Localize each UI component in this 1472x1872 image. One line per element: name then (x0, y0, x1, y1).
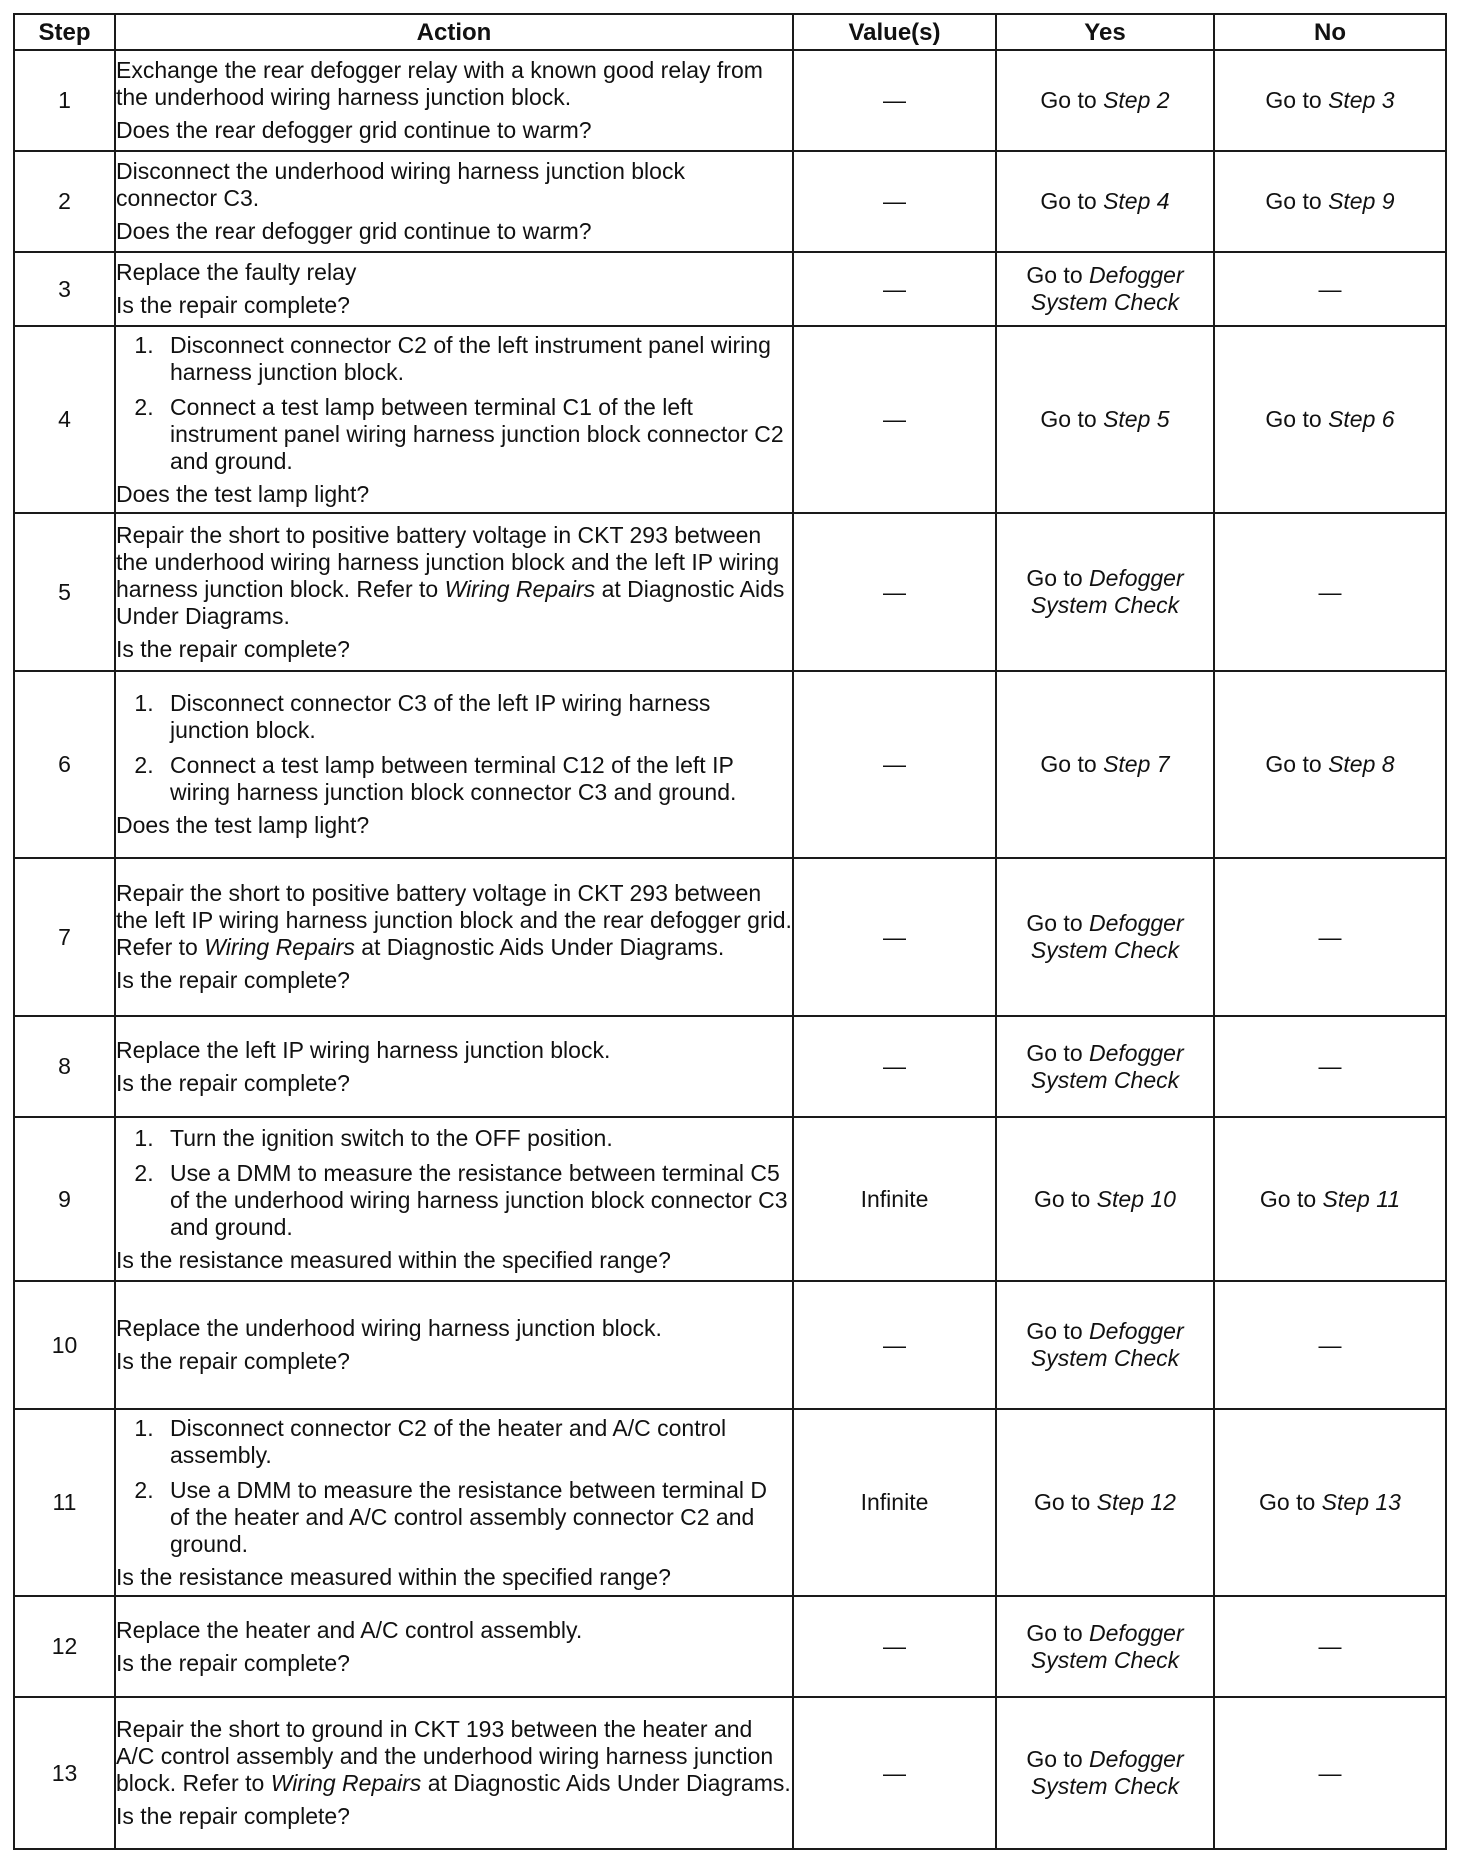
action-cell (115, 1409, 793, 1596)
action-question: Is the resistance measured within the specified range? (116, 1563, 671, 1590)
action-steps-list (116, 690, 792, 806)
action-question: Is the repair complete? (116, 967, 350, 993)
action-instructions (116, 522, 792, 630)
step-number: 3 (14, 252, 115, 326)
action-text (116, 1617, 792, 1644)
action-question: Is the repair complete? (116, 1649, 350, 1676)
table-row (14, 50, 1446, 151)
action-question: Is the repair complete? (116, 1803, 350, 1829)
yes-text-run: Step 5 (1103, 406, 1170, 432)
no-text-run: Go to (1265, 406, 1329, 432)
no-text-run: Step 8 (1328, 751, 1395, 777)
no-text-run: Step 13 (1321, 1489, 1401, 1515)
yes-text-run: Defogger System Check (1030, 910, 1184, 963)
action-question: Is the repair complete? (116, 292, 350, 318)
table-row (14, 326, 1446, 513)
yes-text-run: Go to (1026, 910, 1090, 936)
yes-cell (996, 671, 1214, 858)
action-cell (115, 1016, 793, 1117)
value-cell: — (793, 151, 996, 252)
table-row (14, 1596, 1446, 1697)
step-number: 13 (14, 1697, 115, 1849)
action-instructions (116, 880, 792, 961)
step-number: 2 (14, 151, 115, 252)
table-body (14, 50, 1446, 1849)
action-text-run: Replace the underhood wiring harness junction block. (116, 1315, 662, 1341)
action-cell (115, 1697, 793, 1849)
table-row (14, 513, 1446, 671)
action-question: Is the resistance measured within the specified range? (116, 1246, 671, 1273)
yes-cell (996, 326, 1214, 513)
action-substep: 2. Use a DMM to measure the resistance between terminal D of the heater and A/C control assembly connector C2 and ground. (160, 1477, 792, 1558)
header-values: Value(s) (793, 14, 996, 50)
no-cell (1214, 1697, 1446, 1849)
no-cell (1214, 50, 1446, 151)
no-cell (1214, 252, 1446, 326)
diagnostic-table (13, 13, 1447, 1850)
action-cell (115, 513, 793, 671)
action-instructions (116, 1617, 792, 1644)
table-row (14, 671, 1446, 858)
step-number: 7 (14, 858, 115, 1016)
step-number: 10 (14, 1281, 115, 1409)
action-content (116, 1415, 792, 1591)
yes-cell (996, 50, 1214, 151)
action-content (116, 522, 792, 663)
yes-cell (996, 513, 1214, 671)
header-step: Step (14, 14, 115, 50)
table-row (14, 1016, 1446, 1117)
action-question: Is the repair complete? (116, 1348, 350, 1374)
table-row (14, 1409, 1446, 1596)
yes-text-run: Go to (1026, 1318, 1090, 1344)
value-cell: — (793, 252, 996, 326)
value-cell: — (793, 1281, 996, 1409)
value-cell: — (793, 858, 996, 1016)
action-cell (115, 1281, 793, 1409)
yes-text-run: Go to (1034, 1185, 1097, 1212)
action-text (116, 880, 792, 961)
no-text-run: — (1318, 578, 1342, 605)
no-cell (1214, 858, 1446, 1016)
table-row (14, 1281, 1446, 1409)
action-text (116, 57, 792, 111)
no-text-run: Go to (1259, 1185, 1323, 1212)
table-row (14, 151, 1446, 252)
action-content (116, 259, 792, 319)
step-number: 1 (14, 50, 115, 151)
action-cell (115, 326, 793, 513)
table-row (14, 858, 1446, 1016)
action-instructions (116, 1716, 792, 1797)
yes-cell (996, 1016, 1214, 1117)
yes-text-run: Go to (1040, 188, 1104, 214)
no-text-run: — (1318, 1759, 1342, 1786)
action-text (116, 1037, 792, 1064)
no-text-run: Step 6 (1328, 406, 1395, 432)
value-cell: Infinite (793, 1117, 996, 1281)
action-cell (115, 50, 793, 151)
action-text-run: Repair the short to ground in CKT 193 between the heater and A/C control assembly and the underhood wiring harness junction block. Refer to (116, 1716, 774, 1796)
yes-cell (996, 151, 1214, 252)
no-cell (1214, 1016, 1446, 1117)
yes-text-run: Defogger System Check (1030, 1619, 1184, 1673)
no-text-run: — (1318, 275, 1342, 302)
action-substep: 2. Use a DMM to measure the resistance between terminal C5 of the underhood wiring harness junction block connector C3 and ground. (160, 1160, 792, 1241)
no-cell (1214, 1409, 1446, 1596)
yes-text-run: Defogger System Check (1030, 1746, 1184, 1799)
table-row (14, 1697, 1446, 1849)
action-content (116, 1125, 792, 1274)
value-cell: — (793, 1697, 996, 1849)
action-steps-list (116, 1125, 792, 1241)
table-row (14, 252, 1446, 326)
action-content (116, 158, 792, 245)
action-question: Does the test lamp light? (116, 480, 370, 507)
yes-cell (996, 1281, 1214, 1409)
no-text-run: — (1318, 1331, 1342, 1358)
action-text-run: at Diagnostic Aids Under Diagrams. (354, 934, 725, 960)
no-cell (1214, 1596, 1446, 1697)
action-text-run: Exchange the rear defogger relay with a known good relay from the underhood wiring harness junction block. (116, 57, 763, 110)
action-text-run: Wiring Repairs (204, 934, 355, 960)
header-row (14, 14, 1446, 50)
yes-text-run: Go to (1040, 751, 1104, 777)
step-number: 6 (14, 671, 115, 858)
action-cell (115, 858, 793, 1016)
action-text-run: at Diagnostic Aids Under Diagrams. (421, 1770, 791, 1796)
no-text-run: Go to (1259, 1489, 1322, 1515)
value-cell: — (793, 513, 996, 671)
action-question: Does the rear defogger grid continue to warm? (116, 117, 592, 143)
yes-text-run: Defogger System Check (1030, 1039, 1184, 1093)
action-content (116, 332, 792, 508)
no-cell (1214, 326, 1446, 513)
step-number: 9 (14, 1117, 115, 1281)
action-content (116, 690, 792, 839)
action-question: Does the rear defogger grid continue to warm? (116, 218, 592, 244)
yes-text-run: Defogger System Check (1030, 565, 1184, 618)
value-cell: — (793, 326, 996, 513)
table-row (14, 1117, 1446, 1281)
no-cell (1214, 671, 1446, 858)
action-content (116, 1037, 792, 1097)
action-steps-list (116, 1415, 792, 1558)
yes-text-run: Go to (1026, 1039, 1090, 1066)
yes-text-run: Go to (1026, 1619, 1090, 1646)
no-text-run: — (1318, 1633, 1342, 1659)
action-text-run: Repair the short to positive battery voltage in CKT 293 between the underhood wiring harness junction block and the left IP wiring harness junction block. Refer to (116, 521, 780, 602)
action-instructions (116, 1315, 792, 1342)
no-text-run: Go to (1265, 751, 1329, 777)
value-cell: — (793, 1016, 996, 1117)
action-text-run: Repair the short to positive battery voltage in CKT 293 between the left IP wiring harness junction block and the rear defogger grid. Refer to (116, 880, 792, 960)
yes-text-run: Go to (1034, 1489, 1097, 1515)
action-cell (115, 671, 793, 858)
yes-text-run: Go to (1026, 565, 1090, 591)
action-cell (115, 1117, 793, 1281)
yes-text-run: Step 7 (1103, 751, 1170, 777)
yes-text-run: Go to (1026, 1746, 1090, 1772)
no-text-run: Go to (1265, 188, 1329, 214)
action-instructions (116, 1125, 792, 1241)
step-number: 12 (14, 1596, 115, 1697)
action-text-run: Disconnect the underhood wiring harness junction block connector C3. (116, 158, 685, 211)
action-text-run: Replace the faulty relay (116, 259, 357, 285)
action-substep: 1. Turn the ignition switch to the OFF position. (160, 1125, 792, 1152)
action-substep: 2. Connect a test lamp between terminal C1 of the left instrument panel wiring harness junction block connector C2 and ground. (160, 394, 792, 475)
action-instructions (116, 332, 792, 475)
action-substep: 1. Disconnect connector C2 of the heater and A/C control assembly. (160, 1415, 792, 1469)
header-action: Action (115, 14, 793, 50)
yes-text-run: Step 10 (1096, 1185, 1176, 1212)
yes-cell (996, 858, 1214, 1016)
action-instructions (116, 690, 792, 806)
action-instructions (116, 259, 792, 286)
no-text-run: Step 11 (1322, 1185, 1401, 1212)
action-cell (115, 252, 793, 326)
action-instructions (116, 1415, 792, 1558)
header-no: No (1214, 14, 1446, 50)
action-question: Is the repair complete? (116, 635, 350, 662)
yes-text-run: Go to (1040, 87, 1104, 113)
action-text (116, 522, 792, 630)
step-number: 11 (14, 1409, 115, 1596)
no-text-run: Go to (1265, 87, 1329, 113)
yes-cell (996, 252, 1214, 326)
action-instructions (116, 1037, 792, 1064)
no-cell (1214, 1281, 1446, 1409)
action-cell (115, 151, 793, 252)
no-cell (1214, 1117, 1446, 1281)
action-text-run: at Diagnostic Aids Under Diagrams. (116, 575, 785, 629)
step-number: 5 (14, 513, 115, 671)
yes-cell (996, 1697, 1214, 1849)
action-text (116, 1315, 792, 1342)
action-text (116, 259, 792, 286)
yes-text-run: Go to (1040, 406, 1104, 432)
action-substep: 2. Connect a test lamp between terminal C12 of the left IP wiring harness junction block connector C3 and ground. (160, 752, 792, 806)
step-number: 4 (14, 326, 115, 513)
action-content (116, 1617, 792, 1677)
no-cell (1214, 513, 1446, 671)
action-text (116, 158, 792, 212)
no-text-run: Step 9 (1328, 188, 1395, 214)
value-cell: Infinite (793, 1409, 996, 1596)
action-question: Does the test lamp light? (116, 812, 370, 838)
action-instructions (116, 57, 792, 111)
yes-text-run: Defogger System Check (1030, 1318, 1184, 1371)
header-yes: Yes (996, 14, 1214, 50)
yes-cell (996, 1117, 1214, 1281)
yes-cell (996, 1409, 1214, 1596)
value-cell: — (793, 1596, 996, 1697)
action-text-run: Wiring Repairs (270, 1770, 422, 1796)
value-cell: — (793, 671, 996, 858)
action-cell (115, 1596, 793, 1697)
action-text-run: Replace the heater and A/C control assembly. (116, 1616, 583, 1643)
no-text-run: — (1318, 923, 1342, 950)
yes-text-run: Step 4 (1103, 188, 1170, 214)
action-content (116, 57, 792, 144)
no-text-run: — (1318, 1053, 1342, 1079)
action-content (116, 1315, 792, 1375)
yes-text-run: Go to (1026, 262, 1090, 288)
yes-text-run: Step 2 (1103, 87, 1170, 113)
yes-text-run: Defogger System Check (1030, 262, 1184, 315)
value-cell: — (793, 50, 996, 151)
action-substep: 1. Disconnect connector C3 of the left IP wiring harness junction block. (160, 690, 792, 744)
no-text-run: Step 3 (1328, 87, 1395, 113)
action-text-run: Wiring Repairs (444, 575, 596, 602)
action-text (116, 1716, 792, 1797)
step-number: 8 (14, 1016, 115, 1117)
no-cell (1214, 151, 1446, 252)
action-instructions (116, 158, 792, 212)
action-content (116, 1716, 792, 1830)
action-substep: 1. Disconnect connector C2 of the left instrument panel wiring harness junction block. (160, 332, 792, 386)
action-content (116, 880, 792, 994)
action-text-run: Replace the left IP wiring harness junction block. (116, 1036, 611, 1063)
action-question: Is the repair complete? (116, 1069, 350, 1096)
yes-cell (996, 1596, 1214, 1697)
action-steps-list (116, 332, 792, 475)
yes-text-run: Step 12 (1096, 1489, 1176, 1515)
